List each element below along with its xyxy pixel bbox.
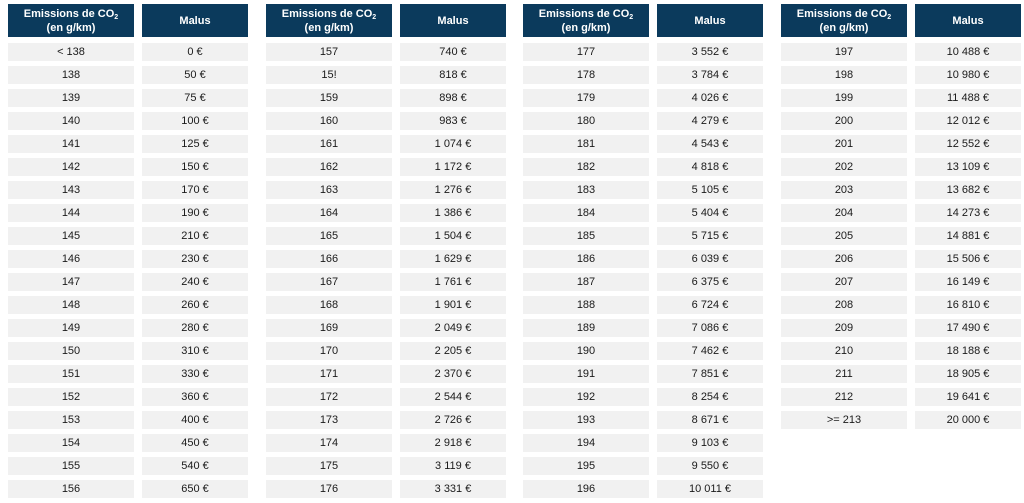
- malus-cell: 330 €: [142, 365, 248, 383]
- table-row: [523, 158, 763, 181]
- header-malus-text: Malus: [179, 14, 211, 27]
- table-row: [781, 388, 1021, 411]
- co2-cell: 179: [523, 89, 649, 107]
- table-row: [781, 158, 1021, 181]
- co2-cell: 163: [266, 181, 392, 199]
- co2-cell: 181: [523, 135, 649, 153]
- malus-cell: 4 026 €: [657, 89, 763, 107]
- malus-cell: 650 €: [142, 480, 248, 498]
- co2-cell: 196: [523, 480, 649, 498]
- co2-cell: 185: [523, 227, 649, 245]
- malus-cell: 4 543 €: [657, 135, 763, 153]
- co2-cell: 152: [8, 388, 134, 406]
- table-row: [523, 204, 763, 227]
- malus-cell: 983 €: [400, 112, 506, 130]
- table-row: [523, 342, 763, 365]
- malus-cell: 280 €: [142, 319, 248, 337]
- malus-cell: 1 074 €: [400, 135, 506, 153]
- header-emissions: [8, 4, 134, 37]
- co2-cell: 176: [266, 480, 392, 498]
- table-row: [523, 296, 763, 319]
- malus-cell: 6 039 €: [657, 250, 763, 268]
- header-malus: [142, 4, 248, 37]
- table-row: [8, 480, 248, 503]
- table-row: [266, 434, 506, 457]
- co2-cell: 197: [781, 43, 907, 61]
- co2-cell: 168: [266, 296, 392, 314]
- table-row: [266, 365, 506, 388]
- co2-cell: 15!: [266, 66, 392, 84]
- table-row: [266, 319, 506, 342]
- co2-cell: 174: [266, 434, 392, 452]
- malus-cell: 2 205 €: [400, 342, 506, 360]
- co2-cell: 199: [781, 89, 907, 107]
- table-row: [781, 112, 1021, 135]
- header-emissions-line1: [539, 7, 633, 21]
- malus-cell: 1 901 €: [400, 296, 506, 314]
- malus-cell: 1 504 €: [400, 227, 506, 245]
- co2-cell: 195: [523, 457, 649, 475]
- table-body: [266, 43, 506, 503]
- table-row: [781, 89, 1021, 112]
- malus-cell: 4 818 €: [657, 158, 763, 176]
- table-row: [523, 273, 763, 296]
- malus-cell: 9 550 €: [657, 457, 763, 475]
- malus-cell: 150 €: [142, 158, 248, 176]
- table-row: [781, 66, 1021, 89]
- malus-cell: 450 €: [142, 434, 248, 452]
- co2-cell: 165: [266, 227, 392, 245]
- co2-cell: 161: [266, 135, 392, 153]
- table-body: [523, 43, 763, 503]
- co2-cell: 177: [523, 43, 649, 61]
- table-row: [523, 434, 763, 457]
- table-row: [523, 112, 763, 135]
- co2-cell: 178: [523, 66, 649, 84]
- table-row: [781, 273, 1021, 296]
- malus-cell: 12 552 €: [915, 135, 1021, 153]
- malus-cell: 6 375 €: [657, 273, 763, 291]
- table-row: [523, 227, 763, 250]
- malus-cell: 6 724 €: [657, 296, 763, 314]
- malus-cell: 1 761 €: [400, 273, 506, 291]
- malus-cell: 1 629 €: [400, 250, 506, 268]
- table-row: [8, 112, 248, 135]
- co2-cell: 143: [8, 181, 134, 199]
- malus-cell: 11 488 €: [915, 89, 1021, 107]
- malus-cell: 16 810 €: [915, 296, 1021, 314]
- table-row: [781, 411, 1021, 434]
- header-emissions-text: Emissions de CO: [796, 7, 888, 20]
- malus-cell: 260 €: [142, 296, 248, 314]
- table-row: [781, 135, 1021, 158]
- malus-cell: 9 103 €: [657, 434, 763, 452]
- header-malus-text: Malus: [437, 14, 469, 27]
- co2-cell: 139: [8, 89, 134, 107]
- co2-cell: 209: [781, 319, 907, 337]
- co2-cell: 145: [8, 227, 134, 245]
- malus-cell: 18 905 €: [915, 365, 1021, 383]
- table-row: [781, 250, 1021, 273]
- malus-cell: 5 105 €: [657, 181, 763, 199]
- malus-cell: 10 980 €: [915, 66, 1021, 84]
- co2-cell: 190: [523, 342, 649, 360]
- malus-cell: 310 €: [142, 342, 248, 360]
- header-emissions-text: Emissions de CO: [538, 7, 630, 20]
- malus-cell: 14 881 €: [915, 227, 1021, 245]
- co2-cell: 186: [523, 250, 649, 268]
- malus-cell: 5 404 €: [657, 204, 763, 222]
- table-row: [266, 158, 506, 181]
- header-emissions: [523, 4, 649, 37]
- malus-cell: 1 386 €: [400, 204, 506, 222]
- co2-cell: 198: [781, 66, 907, 84]
- malus-cell: 125 €: [142, 135, 248, 153]
- co2-cell: 204: [781, 204, 907, 222]
- malus-cell: 2 726 €: [400, 411, 506, 429]
- malus-cell: 15 506 €: [915, 250, 1021, 268]
- table-body: [781, 43, 1021, 434]
- malus-cell: 5 715 €: [657, 227, 763, 245]
- co2-cell: 159: [266, 89, 392, 107]
- co2-cell: 151: [8, 365, 134, 383]
- co2-cell: 211: [781, 365, 907, 383]
- co2-cell: 193: [523, 411, 649, 429]
- malus-cell: 17 490 €: [915, 319, 1021, 337]
- malus-cell: 540 €: [142, 457, 248, 475]
- table-row: [8, 319, 248, 342]
- malus-cell: 12 012 €: [915, 112, 1021, 130]
- header-emissions-line1: [24, 7, 118, 21]
- table-row: [523, 319, 763, 342]
- table-row: [523, 43, 763, 66]
- malus-cell: 75 €: [142, 89, 248, 107]
- header-emissions: [781, 4, 907, 37]
- co2-cell: 160: [266, 112, 392, 130]
- header-emissions-unit: (en g/km): [304, 21, 354, 34]
- header-emissions-unit: (en g/km): [819, 21, 869, 34]
- co2-cell: 138: [8, 66, 134, 84]
- table-row: [781, 342, 1021, 365]
- malus-cell: 18 188 €: [915, 342, 1021, 360]
- co2-cell: 200: [781, 112, 907, 130]
- table-row: [8, 158, 248, 181]
- table-body: [8, 43, 248, 503]
- table-row: [523, 457, 763, 480]
- header-malus: [400, 4, 506, 37]
- header-malus: [915, 4, 1021, 37]
- malus-cell: 7 851 €: [657, 365, 763, 383]
- malus-cell: 1 276 €: [400, 181, 506, 199]
- co2-cell: 202: [781, 158, 907, 176]
- table-row: [8, 204, 248, 227]
- table-row: [781, 319, 1021, 342]
- header-emissions: [266, 4, 392, 37]
- header-emissions-text: Emissions de CO: [23, 7, 115, 20]
- malus-cell: 100 €: [142, 112, 248, 130]
- table-row: [8, 434, 248, 457]
- table-row: [8, 273, 248, 296]
- table-row: [266, 388, 506, 411]
- co2-cell: 205: [781, 227, 907, 245]
- co2-cell: 150: [8, 342, 134, 360]
- table-row: [781, 204, 1021, 227]
- malus-cell: 210 €: [142, 227, 248, 245]
- co2-cell: 175: [266, 457, 392, 475]
- table-row: [266, 273, 506, 296]
- co2-cell: 189: [523, 319, 649, 337]
- header-emissions-unit: (en g/km): [46, 21, 96, 34]
- table-row: [266, 457, 506, 480]
- malus-cell: 360 €: [142, 388, 248, 406]
- co2-cell: 203: [781, 181, 907, 199]
- co2-cell: 171: [266, 365, 392, 383]
- malus-cell: 7 462 €: [657, 342, 763, 360]
- malus-cell: 2 918 €: [400, 434, 506, 452]
- table-row: [266, 43, 506, 66]
- co2-cell: 140: [8, 112, 134, 130]
- co2-cell: 180: [523, 112, 649, 130]
- table-row: [8, 181, 248, 204]
- table-row: [781, 181, 1021, 204]
- table-row: [781, 227, 1021, 250]
- header-emissions-line1: [282, 7, 376, 21]
- header-emissions-line1: [797, 7, 891, 21]
- table-row: [523, 66, 763, 89]
- header-emissions-subscript: 2: [629, 13, 634, 21]
- table-row: [266, 480, 506, 503]
- table-row: [8, 43, 248, 66]
- malus-cell: 14 273 €: [915, 204, 1021, 222]
- malus-cell: 13 682 €: [915, 181, 1021, 199]
- co2-cell: 142: [8, 158, 134, 176]
- table-row: [266, 66, 506, 89]
- co2-cell: 207: [781, 273, 907, 291]
- malus-cell: 230 €: [142, 250, 248, 268]
- malus-cell: 50 €: [142, 66, 248, 84]
- co2-cell: 194: [523, 434, 649, 452]
- table-row: [266, 296, 506, 319]
- co2-cell: 155: [8, 457, 134, 475]
- co2-cell: >= 213: [781, 411, 907, 429]
- co2-cell: 208: [781, 296, 907, 314]
- malus-cell: 818 €: [400, 66, 506, 84]
- table-row: [266, 250, 506, 273]
- table-row: [8, 135, 248, 158]
- co2-cell: 144: [8, 204, 134, 222]
- table-row: [266, 204, 506, 227]
- co2-cell: 183: [523, 181, 649, 199]
- malus-cell: 16 149 €: [915, 273, 1021, 291]
- malus-cell: 3 331 €: [400, 480, 506, 498]
- malus-cell: 898 €: [400, 89, 506, 107]
- table-row: [781, 365, 1021, 388]
- co2-cell: 154: [8, 434, 134, 452]
- malus-cell: 4 279 €: [657, 112, 763, 130]
- table-row: [8, 250, 248, 273]
- co2-cell: 149: [8, 319, 134, 337]
- co2-cell: 191: [523, 365, 649, 383]
- table-row: [8, 227, 248, 250]
- co2-cell: 170: [266, 342, 392, 360]
- malus-cell: 240 €: [142, 273, 248, 291]
- co2-cell: 169: [266, 319, 392, 337]
- co2-cell: 148: [8, 296, 134, 314]
- table-row: [266, 227, 506, 250]
- table-row: [8, 296, 248, 319]
- co2-cell: 184: [523, 204, 649, 222]
- header-emissions-subscript: 2: [887, 13, 892, 21]
- co2-cell: 206: [781, 250, 907, 268]
- co2-cell: 162: [266, 158, 392, 176]
- table-row: [523, 365, 763, 388]
- table-row: [781, 296, 1021, 319]
- malus-cell: 20 000 €: [915, 411, 1021, 429]
- co2-cell: 187: [523, 273, 649, 291]
- table-row: [8, 66, 248, 89]
- co2-cell: 173: [266, 411, 392, 429]
- header-malus-text: Malus: [694, 14, 726, 27]
- malus-cell: 2 544 €: [400, 388, 506, 406]
- header-emissions-subscript: 2: [372, 13, 377, 21]
- co2-cell: 157: [266, 43, 392, 61]
- table-row: [8, 342, 248, 365]
- co2-cell: 182: [523, 158, 649, 176]
- table-row: [523, 181, 763, 204]
- malus-cell: 170 €: [142, 181, 248, 199]
- co2-cell: 188: [523, 296, 649, 314]
- co2-cell: 141: [8, 135, 134, 153]
- malus-cell: 7 086 €: [657, 319, 763, 337]
- malus-cell: 19 641 €: [915, 388, 1021, 406]
- header-emissions-subscript: 2: [114, 13, 119, 21]
- co2-cell: 147: [8, 273, 134, 291]
- table-row: [266, 89, 506, 112]
- table-row: [523, 89, 763, 112]
- co2-cell: 164: [266, 204, 392, 222]
- malus-cell: 3 552 €: [657, 43, 763, 61]
- table-row: [523, 250, 763, 273]
- table-row: [266, 411, 506, 434]
- table-row: [523, 411, 763, 434]
- co2-cell: 212: [781, 388, 907, 406]
- malus-cell: 740 €: [400, 43, 506, 61]
- malus-cell: 10 488 €: [915, 43, 1021, 61]
- table-row: [266, 112, 506, 135]
- malus-cell: 3 784 €: [657, 66, 763, 84]
- malus-cell: 1 172 €: [400, 158, 506, 176]
- malus-cell: 13 109 €: [915, 158, 1021, 176]
- co2-cell: 210: [781, 342, 907, 360]
- table-row: [8, 89, 248, 112]
- malus-cell: 2 370 €: [400, 365, 506, 383]
- table-row: [523, 135, 763, 158]
- table-row: [8, 388, 248, 411]
- co2-cell: < 138: [8, 43, 134, 61]
- co2-cell: 166: [266, 250, 392, 268]
- co2-cell: 156: [8, 480, 134, 498]
- co2-cell: 172: [266, 388, 392, 406]
- table-row: [8, 411, 248, 434]
- table-row: [266, 181, 506, 204]
- co2-cell: 146: [8, 250, 134, 268]
- malus-cell: 8 671 €: [657, 411, 763, 429]
- table-row: [266, 342, 506, 365]
- co2-cell: 192: [523, 388, 649, 406]
- co2-cell: 167: [266, 273, 392, 291]
- header-malus-text: Malus: [952, 14, 984, 27]
- malus-cell: 8 254 €: [657, 388, 763, 406]
- co2-cell: 201: [781, 135, 907, 153]
- table-row: [523, 388, 763, 411]
- table-row: [8, 457, 248, 480]
- malus-cell: 0 €: [142, 43, 248, 61]
- table-row: [266, 135, 506, 158]
- co2-cell: 153: [8, 411, 134, 429]
- header-emissions-text: Emissions de CO: [281, 7, 373, 20]
- table-row: [523, 480, 763, 503]
- malus-cell: 190 €: [142, 204, 248, 222]
- malus-cell: 2 049 €: [400, 319, 506, 337]
- table-row: [8, 365, 248, 388]
- header-emissions-unit: (en g/km): [561, 21, 611, 34]
- header-malus: [657, 4, 763, 37]
- malus-cell: 3 119 €: [400, 457, 506, 475]
- table-row: [781, 43, 1021, 66]
- malus-cell: 10 011 €: [657, 480, 763, 498]
- malus-cell: 400 €: [142, 411, 248, 429]
